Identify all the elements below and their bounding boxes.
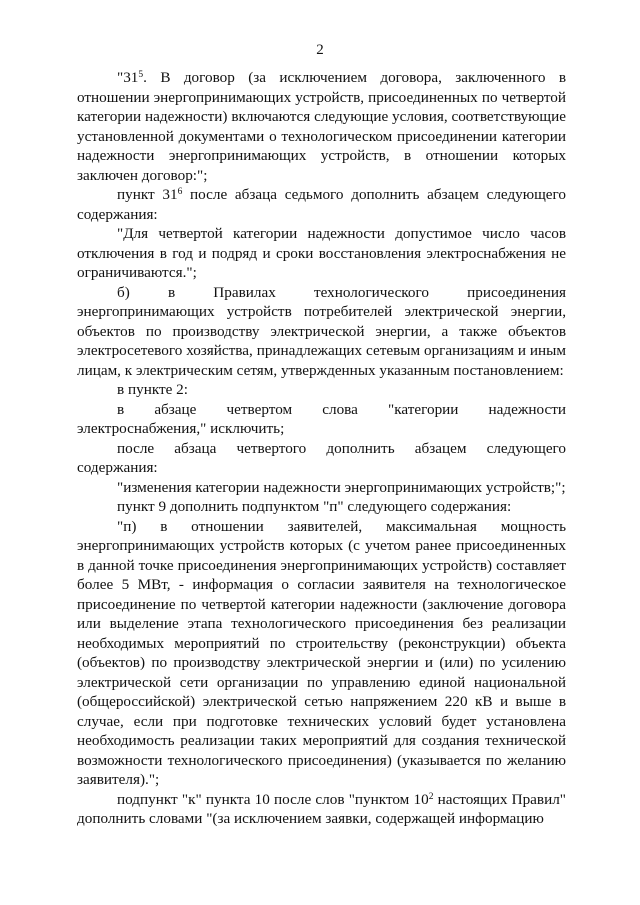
- document-body: [77, 68, 566, 829]
- page-number: 2: [316, 42, 324, 58]
- paragraph-after-abzac-4: после абзаца четвертого дополнить абзацем следующего содержания:: [77, 439, 566, 476]
- paragraph-item-31-5: "$31^5$. В договор (за исключением договора, заключенного в отношении энергопринимающих устройств, присоединенных по четвертой категории надежности) включаются следующие условия, соответствующие установленной документами о технологическом присоединении категории надежности энергопринимающих устройств, в отношении которых заключен договор:";: [77, 69, 566, 184]
- superscript: 5: [138, 70, 144, 80]
- paragraph-point-9: пункт 9 дополнить подпунктом "п" следующего содержания:: [117, 498, 512, 515]
- paragraph-rules-b: б) в Правилах технологического присоединения энергопринимающих устройств потребителей электрической энергии, объектов по производству электрической энергии, а также объектов электросетевого хозяйства, принадлежащих сетевым организациям и иным лицам, к электрическим сетям, утвержденных указанным постановлением:: [77, 283, 566, 379]
- superscript: 2: [428, 791, 434, 802]
- paragraph-subpoint-p: "п) в отношении заявителей, максимальная мощность энергопринимающих устройств которых (с учетом ранее присоединенных в данной точке присоединения энергопринимающих устройств) составляет более 5 МВт, - информация о согласии заявителя на технологическое присоединение по четвертой категории надежности (заключение договора или выделение этапа технологического присоединения без реализации необходимых мероприятий по строительству (реконструкции) объекта (объектов) по производству электрической энергии и (или) по усилению электрической сети организации по управлению единой национальной (общероссийской) электрической сетью напряжением 220 кВ и выше в случае, если при подготовке технических условий будет установлена необходимость реализации таких мероприятий для создания технической возможности технологического присоединения) (указывается по желанию заявителя).";: [77, 517, 566, 788]
- paragraph-point-2: в пункте 2:: [117, 381, 188, 398]
- paragraph-subpoint-k: подпункт "к" пункта 10 после слов "пунктом $10^2$ настоящих Правил" дополнить словами "(за исключением заявки, содержащей информацию: [77, 790, 566, 827]
- superscript: 6: [177, 187, 183, 197]
- paragraph-abzac-4-exclude: в абзаце четвертом слова "категории надежности электроснабжения," исключить;: [77, 400, 566, 437]
- paragraph-reliability-category-4: "Для четвертой категории надежности допустимое число часов отключения в год и подряд и сроки восстановления электроснабжения не ограничиваются.";: [77, 225, 566, 281]
- paragraph-item-31-6: пункт $31^6$ после абзаца седьмого дополнить абзацем следующего содержания:: [77, 186, 566, 223]
- paragraph-category-change: "изменения категории надежности энергопринимающих устройств;";: [117, 478, 566, 496]
